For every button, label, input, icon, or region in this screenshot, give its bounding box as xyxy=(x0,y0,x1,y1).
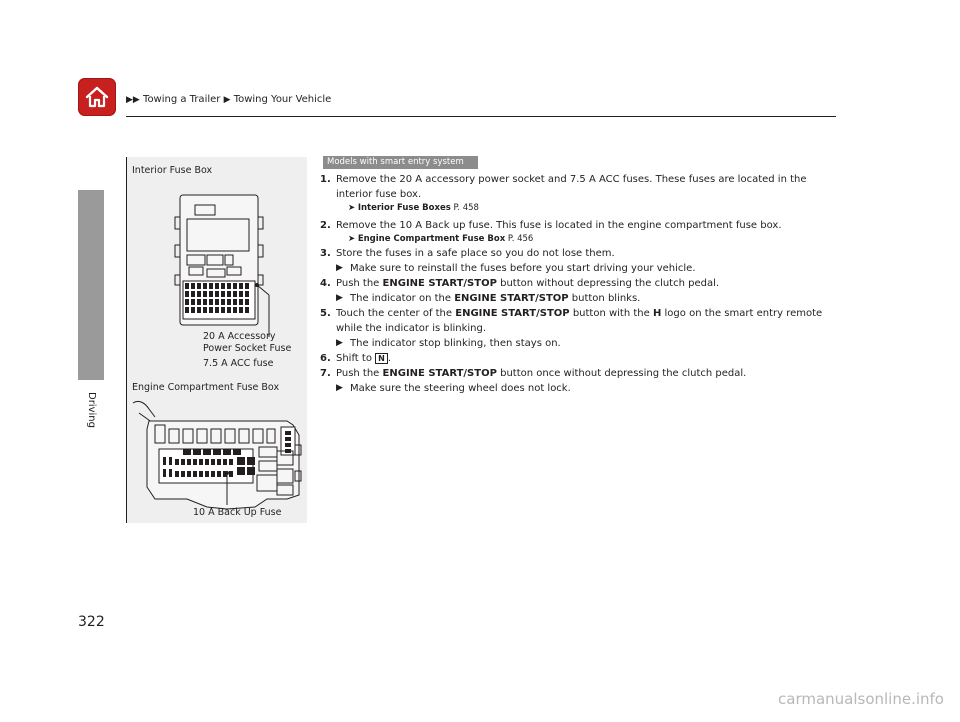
interior-fuse-box-title: Interior Fuse Box xyxy=(132,165,213,176)
header-divider xyxy=(126,116,836,117)
reference-page: P. 456 xyxy=(507,234,534,244)
note-text: The indicator on the xyxy=(350,293,452,304)
step-text: button once without depressing the clutch pedal. xyxy=(500,368,747,379)
section-label: Driving xyxy=(86,392,97,428)
breadcrumb-current: Towing Your Vehicle xyxy=(233,94,332,105)
step-number: 2. xyxy=(320,220,331,231)
accessory-fuse-label-line1: 20 A Accessory xyxy=(203,331,276,342)
note-text: The indicator stop blinking, then stays on. xyxy=(350,338,561,349)
step-number: 7. xyxy=(320,368,331,379)
neutral-gear-icon: N xyxy=(375,353,388,364)
instructions xyxy=(320,172,840,396)
reference-link[interactable] xyxy=(320,233,840,246)
engine-start-stop-label: ENGINE START/STOP xyxy=(382,368,497,379)
step-text: Push the xyxy=(336,278,380,289)
step-3 xyxy=(320,246,840,261)
engine-fuse-box-title: Engine Compartment Fuse Box xyxy=(132,382,280,393)
step-2 xyxy=(320,218,840,233)
step-text: button with the xyxy=(572,308,650,319)
step-text: Shift to xyxy=(336,353,372,364)
step-text: Push the xyxy=(336,368,380,379)
triangle-right-icon: ▶ xyxy=(336,263,343,273)
reference-title: Interior Fuse Boxes xyxy=(357,203,451,213)
reference-arrow-icon: ➤ xyxy=(348,234,356,244)
h-logo-label: H xyxy=(652,308,662,319)
step-text: Store the fuses in a safe place so you do not lose them. xyxy=(336,248,615,259)
step-6 xyxy=(320,351,840,366)
engine-start-stop-label: ENGINE START/STOP xyxy=(454,293,569,304)
breadcrumb xyxy=(126,94,331,105)
step-number: 4. xyxy=(320,278,331,289)
step-3-note xyxy=(320,261,840,276)
model-tag: Models with smart entry system xyxy=(323,156,478,169)
note-text: Make sure to reinstall the fuses before you start driving your vehicle. xyxy=(350,263,696,274)
home-icon xyxy=(84,84,110,110)
reference-arrow-icon: ➤ xyxy=(348,203,356,213)
accessory-fuse-label-line2: Power Socket Fuse xyxy=(203,343,292,354)
engine-fuse-box-diagram xyxy=(127,395,307,515)
triangle-right-icon: ▶ xyxy=(336,383,343,393)
breadcrumb-arrow-icon: ▶ xyxy=(223,95,231,105)
step-7 xyxy=(320,366,840,381)
step-5-note xyxy=(320,336,840,351)
step-4-note xyxy=(320,291,840,306)
step-number: 6. xyxy=(320,353,331,364)
reference-page: P. 458 xyxy=(453,203,479,213)
engine-start-stop-label: ENGINE START/STOP xyxy=(382,278,497,289)
watermark: carmanualsonline.info xyxy=(778,690,944,708)
page-number: 322 xyxy=(78,614,105,630)
step-text: Touch the center of the xyxy=(336,308,453,319)
step-5 xyxy=(320,306,840,336)
fuse-box-figure xyxy=(126,157,307,523)
note-text: Make sure the steering wheel does not lock. xyxy=(350,383,571,394)
step-text: . xyxy=(387,353,392,364)
step-text: Remove the 10 A Back up fuse. This fuse is located in the engine compartment fuse box. xyxy=(336,220,782,231)
backup-fuse-label: 10 A Back Up Fuse xyxy=(193,507,282,518)
reference-title: Engine Compartment Fuse Box xyxy=(357,234,506,244)
acc-fuse-label: 7.5 A ACC fuse xyxy=(203,358,274,369)
step-number: 3. xyxy=(320,248,331,259)
triangle-right-icon: ▶ xyxy=(336,293,343,303)
step-4 xyxy=(320,276,840,291)
step-text: button without depressing the clutch pedal. xyxy=(500,278,720,289)
reference-link[interactable] xyxy=(320,202,840,215)
step-1 xyxy=(320,172,840,202)
section-tab-gap xyxy=(78,180,104,190)
note-text: button blinks. xyxy=(571,293,641,304)
step-7-note xyxy=(320,381,840,396)
engine-start-stop-label: ENGINE START/STOP xyxy=(455,308,570,319)
step-number: 5. xyxy=(320,308,331,319)
step-number: 1. xyxy=(320,174,331,185)
step-text: Remove the 20 A accessory power socket and 7.5 A ACC fuses. These fuses are located in the interior fuse box. xyxy=(336,174,807,200)
section-tab xyxy=(78,180,104,380)
step-text: logo on the smart entry remote while the indicator is blinking. xyxy=(336,308,823,334)
triangle-right-icon: ▶ xyxy=(336,338,343,348)
breadcrumb-link-towing-trailer[interactable]: Towing a Trailer xyxy=(143,94,221,105)
home-button[interactable] xyxy=(78,78,116,116)
breadcrumb-arrow-icon: ▶▶ xyxy=(126,95,140,105)
